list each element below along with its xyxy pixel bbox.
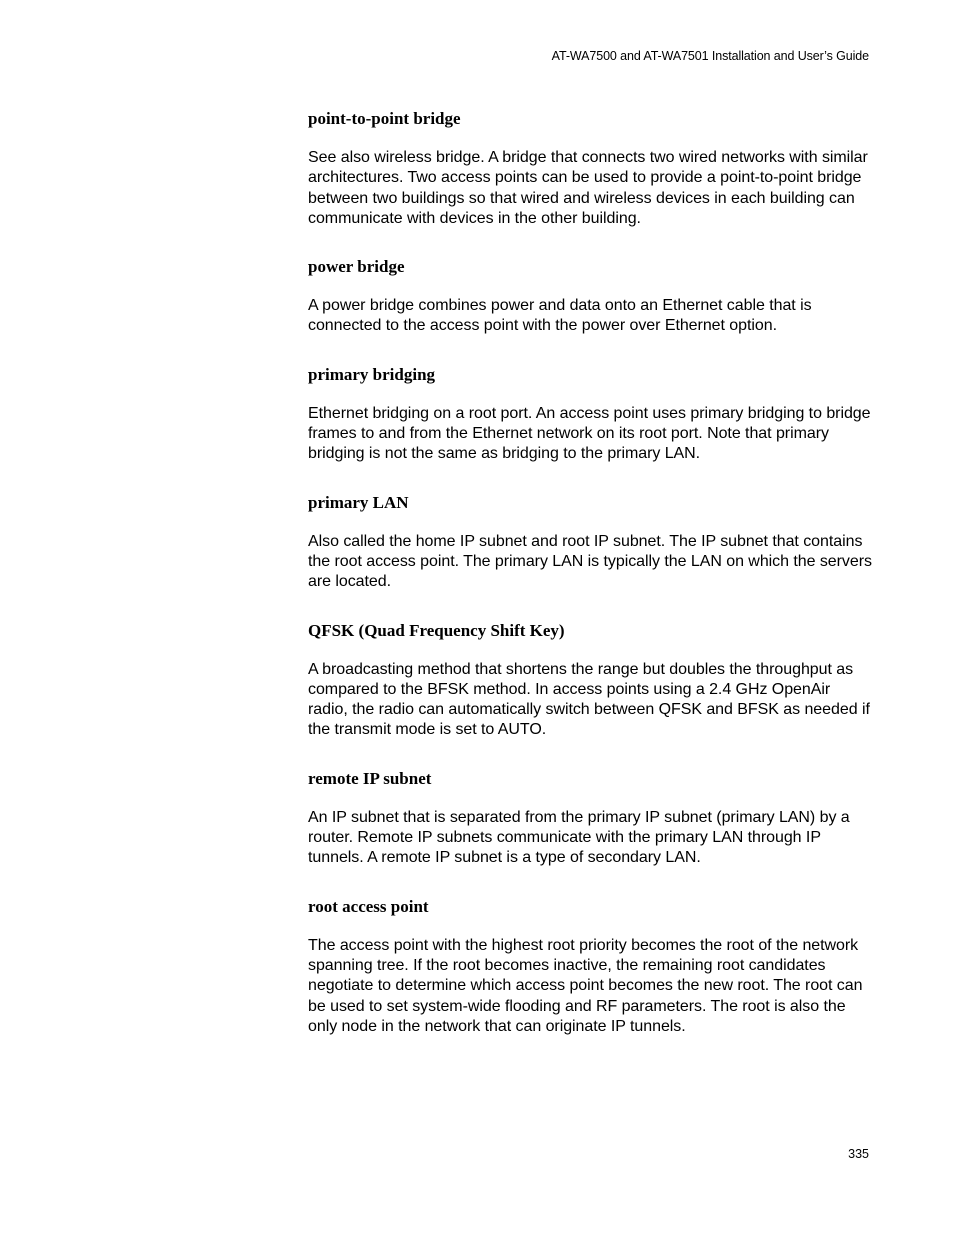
glossary-term: point-to-point bridge — [308, 109, 461, 128]
glossary-definition: The access point with the highest root priority becomes the root of the network spanning tree. If the root becomes inactive, the remaining root candidates negotiate to determine which access point becomes the new root. The root can be used to set system-wide flooding and RF parameters. The root is also the only node in the network that can originate IP tunnels. — [308, 936, 863, 1035]
glossary-term: primary bridging — [308, 364, 436, 384]
glossary-definition: Ethernet bridging on a root port. An access point uses primary bridging to bridge frames to and from the Ethernet network on its root port. Note that primary bridging is not the same as bridging to the primary LAN. — [308, 404, 871, 463]
glossary-definition: Also called the home IP subnet and root IP subnet. The IP subnet that contains the root access point. The primary LAN is typically the LAN on which the servers are located. — [308, 532, 872, 591]
glossary-entry-primary-lan — [308, 492, 873, 593]
glossary-entry-point-to-point-bridge — [308, 108, 873, 229]
glossary-entry-power-bridge — [308, 256, 873, 337]
glossary-definition: An IP subnet that is separated from the primary IP subnet (primary LAN) by a router. Remote IP subnets communicate with the primary LAN through IP tunnels. A remote IP subnet is a type of secondary LAN. — [308, 808, 850, 867]
glossary-term: root access point — [308, 896, 429, 916]
glossary-entry-qfsk — [308, 620, 873, 741]
glossary-entry-remote-ip-subnet — [308, 768, 873, 869]
running-header: AT-WA7500 and AT-WA7501 Installation and User’s Guide — [551, 49, 869, 63]
glossary-term: QFSK (Quad Frequency Shift Key) — [308, 620, 565, 640]
glossary-term: primary LAN — [308, 492, 409, 512]
glossary-entry-root-access-point — [308, 896, 873, 1037]
page-number: 335 — [848, 1147, 869, 1161]
glossary-definition: See also wireless bridge. A bridge that connects two wired networks with similar architectures. Two access points can be used to provide a point-to-point bridge between two buildings so that wired and wireless devices in each building can communicate with devices in the other building. — [308, 149, 868, 227]
glossary-term: power bridge — [308, 257, 405, 277]
glossary-definition: A power bridge combines power and data onto an Ethernet cable that is connected to the access point with the power over Ethernet option. — [308, 297, 812, 335]
glossary-term: remote IP subnet — [308, 768, 432, 788]
glossary-definition: A broadcasting method that shortens the range but doubles the throughput as compared to the BFSK method. In access points using a 2.4 GHz OpenAir radio, the radio can automatically switch between QFSK and BFSK as needed if the transmit mode is set to AUTO. — [308, 660, 870, 739]
glossary-content — [308, 108, 873, 1064]
glossary-entry-primary-bridging — [308, 364, 873, 465]
